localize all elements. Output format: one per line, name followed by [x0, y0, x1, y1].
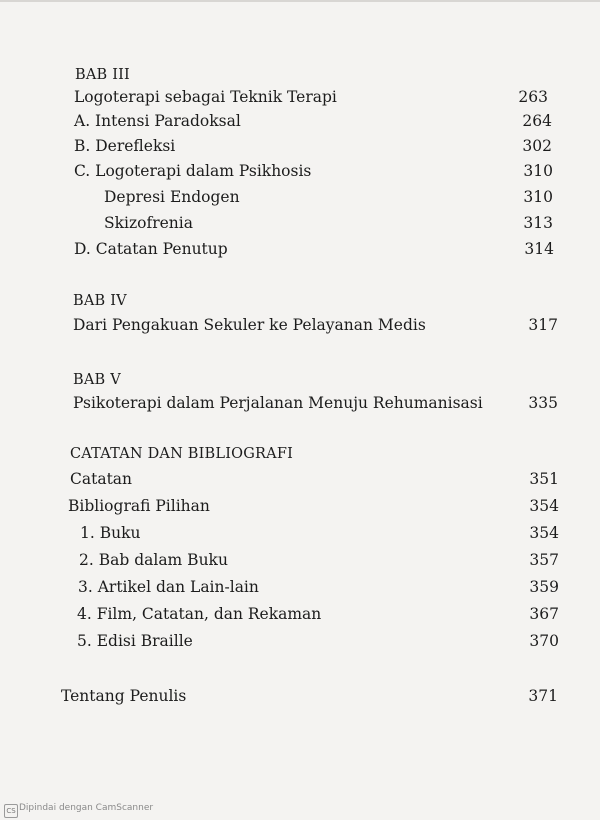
- toc-entry-page: 264: [522, 112, 552, 130]
- toc-entry-page: 367: [529, 605, 559, 623]
- chapter-heading-text: BAB IV: [73, 293, 127, 309]
- toc-entry-title: 2. Bab dalam Buku: [79, 551, 228, 569]
- toc-entry-page: 354: [529, 497, 559, 515]
- toc-entry-title: Skizofrenia: [104, 214, 193, 232]
- toc-entry: [0, 493, 600, 519]
- toc-entry-tentang-penulis: [0, 683, 600, 709]
- toc-subentry: [0, 520, 600, 546]
- toc-entry-title: Bibliografi Pilihan: [68, 497, 210, 515]
- toc-subentry: [0, 628, 600, 654]
- toc-entry: [0, 84, 600, 110]
- toc-entry-page: 371: [528, 687, 558, 705]
- toc-entry-page: 357: [529, 551, 559, 569]
- chapter-heading-bab-iv: [0, 288, 600, 314]
- toc-entry-page: 351: [529, 470, 559, 488]
- toc-entry-page: 310: [523, 162, 553, 180]
- toc-entry-title: 3. Artikel dan Lain-lain: [78, 578, 259, 596]
- toc-entry-title: 5. Edisi Braille: [77, 632, 193, 650]
- toc-entry: [0, 108, 600, 134]
- toc-entry-page: 354: [529, 524, 559, 542]
- toc-entry-page: 335: [528, 394, 558, 412]
- toc-entry-title: Logoterapi sebagai Teknik Terapi: [74, 88, 337, 106]
- toc-entry: [0, 312, 600, 338]
- toc-entry-title: Catatan: [70, 470, 133, 488]
- toc-subentry: [0, 210, 600, 236]
- chapter-heading-text: BAB III: [75, 67, 130, 83]
- toc-entry-title: A. Intensi Paradoksal: [74, 112, 241, 130]
- toc-subentry: [0, 184, 600, 210]
- toc-entry-title: 1. Buku: [80, 524, 141, 542]
- toc-subentry: [0, 574, 600, 600]
- toc-subentry: [0, 547, 600, 573]
- toc-entry-page: 359: [529, 578, 559, 596]
- toc-entry-title: D. Catatan Penutup: [74, 240, 228, 258]
- toc-entry-page: 302: [522, 137, 552, 155]
- toc-entry-page: 317: [528, 316, 558, 334]
- camscanner-watermark: Dipindai dengan CamScanner: [19, 803, 154, 813]
- toc-entry: [0, 466, 600, 492]
- toc-entry-page: 310: [523, 188, 553, 206]
- toc-subentry: [0, 601, 600, 627]
- toc-entry-page: 370: [529, 632, 559, 650]
- toc-entry: [0, 133, 600, 159]
- toc-entry-page: 314: [524, 240, 554, 258]
- toc-entry-page: 313: [523, 214, 553, 232]
- toc-entry: [0, 236, 600, 262]
- toc-entry-page: 263: [518, 88, 548, 106]
- section-heading-text: CATATAN DAN BIBLIOGRAFI: [70, 446, 294, 462]
- toc-entry-title: 4. Film, Catatan, dan Rekaman: [77, 605, 322, 623]
- camscanner-logo: CS: [4, 804, 18, 818]
- toc-entry-title: Depresi Endogen: [104, 188, 240, 206]
- toc-entry: [0, 390, 600, 416]
- chapter-heading-text: BAB V: [73, 372, 121, 388]
- toc-entry-title: B. Derefleksi: [74, 137, 176, 155]
- page-top-edge: [0, 0, 600, 2]
- toc-entry-title: C. Logoterapi dalam Psikhosis: [74, 162, 312, 180]
- toc-entry-title: Psikoterapi dalam Perjalanan Menuju Rehumanisasi: [73, 394, 483, 412]
- section-heading-catatan-bibliografi: [0, 441, 600, 467]
- toc-entry-title: Dari Pengakuan Sekuler ke Pelayanan Medis: [73, 316, 426, 334]
- toc-entry: [0, 158, 600, 184]
- toc-entry-title: Tentang Penulis: [61, 687, 187, 705]
